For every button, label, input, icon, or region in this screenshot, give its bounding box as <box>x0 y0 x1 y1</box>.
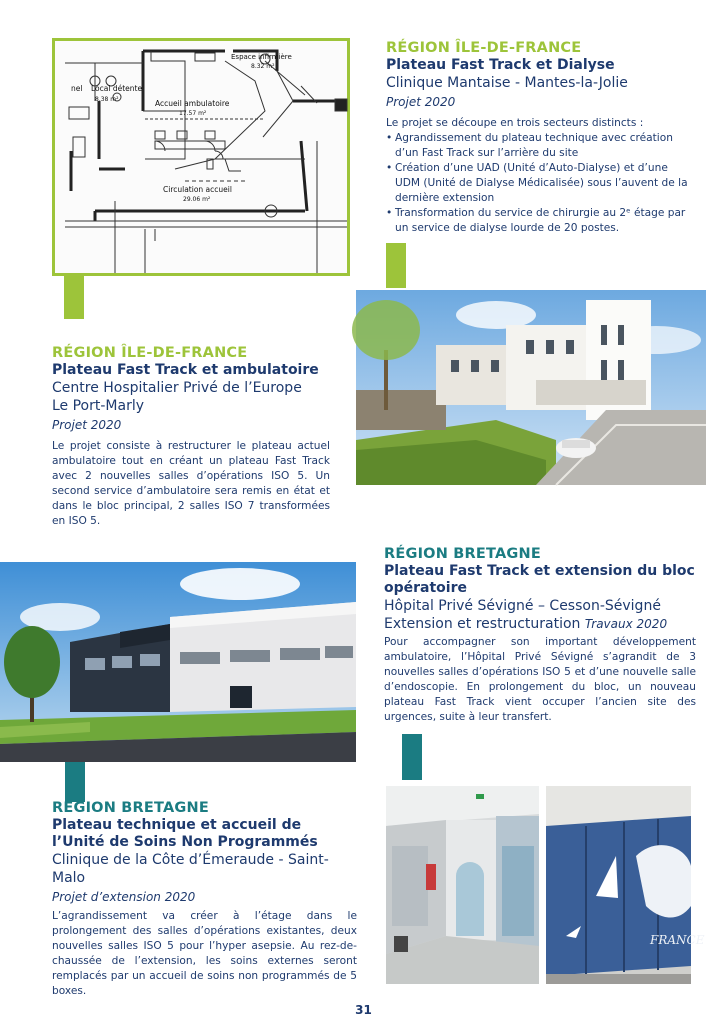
project-year: Projet 2020 <box>386 95 456 109</box>
project-title: Plateau technique et accueil de l’Unité de Soins Non Programmés <box>52 817 318 850</box>
project-title: Plateau Fast Track et Dialyse <box>386 57 615 73</box>
clinic-city: Le Port-Marly <box>52 398 145 414</box>
render-cesson-image <box>0 562 356 762</box>
project-description: L’agrandissement va créer à l’étage dans le prolongement des salles d’opérations existantes, deux nouvelles salles ISO 5 pour l’hyper asepsie. Au rez-de-chaussée de l’extension, les soins externes seront remplacés par un accueil de soins non programmés de 5 boxes. <box>52 910 357 997</box>
plan-label-circulation-area: 29.06 m² <box>183 196 211 203</box>
accent-bar-teal <box>402 734 422 780</box>
section-mantes <box>386 40 696 236</box>
plan-label-nel: nel <box>71 84 83 93</box>
project-title: Plateau Fast Track et ambulatoire <box>52 362 319 378</box>
project-type <box>384 615 696 633</box>
project-description <box>386 116 696 236</box>
project-description: Le projet consiste à restructurer le plateau actuel ambulatoire tout en créant un plateau Fast Track avec 2 nouvelles salles d’opérations ISO 5. Un second service d’ambulatoire sera remis en état et dans le bloc principal, 2 salles ISO 7 transformées en ISO 5. <box>52 440 330 527</box>
accent-bar-teal <box>65 762 85 802</box>
mural-text: FRANCE <box>650 933 705 947</box>
clinic-name: Centre Hospitalier Privé de l’Europe <box>52 380 302 396</box>
plan-label-espace-area: 8.32 m² <box>251 63 275 70</box>
project-year: Projet 2020 <box>52 418 122 432</box>
region-heading: RÉGION BRETAGNE <box>52 800 209 816</box>
bullet-item: • Agrandissement du plateau technique avec création d’un Fast Track sur l’arrière du site <box>386 131 696 161</box>
bullet-item: • Création d’une UAD (Unité d’Auto-Dialyse) et d’une UDM (Unité de Dialyse Médicalisée) sous l’auvent de la dernière extension <box>386 161 696 206</box>
project-type-label: Extension et restructuration <box>384 616 581 632</box>
section-cesson <box>384 546 696 725</box>
region-heading: RÉGION ÎLE-DE-FRANCE <box>386 40 582 56</box>
floor-plan-image <box>52 38 350 276</box>
clinic-name: Hôpital Privé Sévigné – Cesson-Sévigné <box>384 598 661 614</box>
bullet-list <box>386 131 696 236</box>
page-number: 31 <box>355 1003 372 1017</box>
clinic-name: Clinique Mantaise - Mantes-la-Jolie <box>386 75 628 91</box>
accent-bar-green <box>64 274 84 319</box>
project-title: Plateau Fast Track et extension du bloc opératoire <box>384 563 695 596</box>
clinic-name: Clinique de la Côte d’Émeraude - Saint-Malo <box>52 852 329 886</box>
photo-mural-cabins <box>546 786 705 984</box>
region-heading: RÉGION BRETAGNE <box>384 546 541 562</box>
project-description: Pour accompagner son important développement ambulatoire, l’Hôpital Privé Sévigné s’agrandit de 3 nouvelles salles d’opérations ISO 5 et d’une nouvelle salle d’endoscopie. En prolongement du bloc, un nouveau plateau Fast Track vient occuper l’ancien site des urgences, suite à leur transfert. <box>384 636 696 723</box>
project-year: Travaux 2020 <box>584 617 668 631</box>
section-saint-malo <box>52 800 357 999</box>
plan-label-accueil: Accueil ambulatoire <box>155 99 230 108</box>
region-heading: RÉGION ÎLE-DE-FRANCE <box>52 345 248 361</box>
section-port-marly <box>52 345 330 529</box>
render-port-marly-image <box>356 290 706 485</box>
accent-bar-green <box>386 243 406 288</box>
intro-text: Le projet se découpe en trois secteurs distincts : <box>386 117 644 129</box>
project-year: Projet d’extension 2020 <box>52 890 196 904</box>
photo-interior-corridor <box>386 786 539 984</box>
plan-label-local-area: 8.38 m² <box>95 96 119 103</box>
plan-label-accueil-area: 17.57 m² <box>179 110 207 117</box>
plan-label-circulation: Circulation accueil <box>163 185 232 194</box>
bullet-item: • Transformation du service de chirurgie au 2ᵉ étage par un service de dialyse lourde de 20 postes. <box>386 206 696 236</box>
plan-label-espace: Espace infirmière <box>231 53 292 61</box>
plan-label-local: Local détente <box>91 84 143 93</box>
